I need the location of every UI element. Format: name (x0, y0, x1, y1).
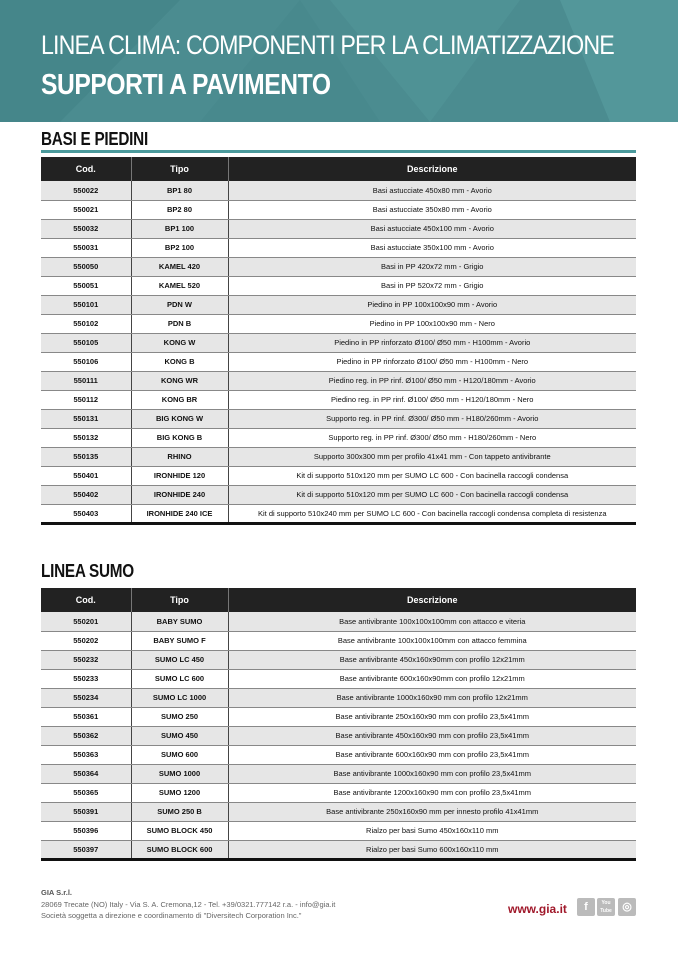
table-row (41, 802, 636, 821)
code-cell: 550051 (41, 276, 131, 295)
section-title-basi: BASI E PIEDINI (41, 129, 148, 149)
code-cell: 550101 (41, 295, 131, 314)
code-cell: 550111 (41, 371, 131, 390)
code-cell: 550401 (41, 466, 131, 485)
footer-note: Società soggetta a direzione e coordinamento di "Diversitech Corporation Inc." (41, 911, 302, 920)
description-cell: Base antivibrante 100x100x100mm con attacco femmina (228, 631, 636, 650)
column-header: Cod. (41, 157, 131, 181)
facebook-icon[interactable]: f (577, 898, 595, 916)
header-banner (0, 0, 678, 122)
table-linea-sumo (41, 588, 636, 861)
type-cell: SUMO 600 (131, 745, 228, 764)
section-divider (41, 150, 636, 153)
description-cell: Rialzo per basi Sumo 450x160x110 mm (228, 821, 636, 840)
code-cell: 550396 (41, 821, 131, 840)
table-row (41, 631, 636, 650)
type-cell: BP1 100 (131, 219, 228, 238)
type-cell: SUMO 1200 (131, 783, 228, 802)
table-row (41, 314, 636, 333)
type-cell: SUMO 450 (131, 726, 228, 745)
youtube-icon[interactable]: You Tube (597, 898, 615, 916)
type-cell: SUMO LC 1000 (131, 688, 228, 707)
code-cell: 550105 (41, 333, 131, 352)
description-cell: Basi astucciate 350x80 mm - Avorio (228, 200, 636, 219)
table-row (41, 612, 636, 631)
description-cell: Piedino in PP 100x100x90 mm - Nero (228, 314, 636, 333)
table-row (41, 238, 636, 257)
code-cell: 550131 (41, 409, 131, 428)
description-cell: Base antivibrante 100x100x100mm con attacco e viteria (228, 612, 636, 631)
type-cell: BP2 80 (131, 200, 228, 219)
code-cell: 550050 (41, 257, 131, 276)
section-title-sumo: LINEA SUMO (41, 561, 134, 581)
table-row (41, 409, 636, 428)
type-cell: BP1 80 (131, 181, 228, 200)
type-cell: BP2 100 (131, 238, 228, 257)
table-row (41, 840, 636, 859)
table-row (41, 783, 636, 802)
code-cell: 550232 (41, 650, 131, 669)
footer-company: GIA S.r.l. (41, 888, 72, 897)
type-cell: PDN W (131, 295, 228, 314)
table-row (41, 276, 636, 295)
type-cell: BIG KONG B (131, 428, 228, 447)
table-row (41, 726, 636, 745)
description-cell: Base antivibrante 600x160x90 mm con profilo 23,5x41mm (228, 745, 636, 764)
description-cell: Base antivibrante 450x160x90mm con profilo 12x21mm (228, 650, 636, 669)
table-header (41, 157, 636, 181)
website-link[interactable]: www.gia.it (508, 902, 567, 916)
code-cell: 550022 (41, 181, 131, 200)
type-cell: SUMO 1000 (131, 764, 228, 783)
description-cell: Piedino in PP rinforzato Ø100/ Ø50 mm - H100mm - Avorio (228, 333, 636, 352)
column-header: Descrizione (228, 588, 636, 612)
description-cell: Rialzo per basi Sumo 600x160x110 mm (228, 840, 636, 859)
type-cell: KONG BR (131, 390, 228, 409)
type-cell: RHINO (131, 447, 228, 466)
table-row (41, 371, 636, 390)
type-cell: KONG WR (131, 371, 228, 390)
description-cell: Base antivibrante 250x160x90 mm per innesto profilo 41x41mm (228, 802, 636, 821)
table-row (41, 295, 636, 314)
description-cell: Piedino in PP rinforzato Ø100/ Ø50 mm - H100mm - Nero (228, 352, 636, 371)
table-row (41, 181, 636, 200)
description-cell: Piedino in PP 100x100x90 mm - Avorio (228, 295, 636, 314)
description-cell: Basi astucciate 450x80 mm - Avorio (228, 181, 636, 200)
page-title: LINEA CLIMA: COMPONENTI PER LA CLIMATIZZAZIONE (41, 30, 614, 60)
description-cell: Basi in PP 520x72 mm - Grigio (228, 276, 636, 295)
table-header (41, 588, 636, 612)
description-cell: Base antivibrante 250x160x90 mm con profilo 23,5x41mm (228, 707, 636, 726)
type-cell: SUMO BLOCK 600 (131, 840, 228, 859)
code-cell: 550201 (41, 612, 131, 631)
table-row (41, 650, 636, 669)
table-row (41, 333, 636, 352)
table-row (41, 447, 636, 466)
column-header: Cod. (41, 588, 131, 612)
type-cell: PDN B (131, 314, 228, 333)
table-row (41, 821, 636, 840)
description-cell: Base antivibrante 600x160x90mm con profilo 12x21mm (228, 669, 636, 688)
table-row (41, 485, 636, 504)
code-cell: 550102 (41, 314, 131, 333)
table-row (41, 219, 636, 238)
description-cell: Supporto reg. in PP rinf. Ø300/ Ø50 mm - H180/260mm - Avorio (228, 409, 636, 428)
header-pattern (0, 0, 678, 122)
code-cell: 550112 (41, 390, 131, 409)
column-header: Descrizione (228, 157, 636, 181)
type-cell: IRONHIDE 240 (131, 485, 228, 504)
table-row (41, 466, 636, 485)
table-row (41, 257, 636, 276)
code-cell: 550397 (41, 840, 131, 859)
footer-address: 28069 Trecate (NO) Italy - Via S. A. Cremona,12 - Tel. +39/0321.777142 r.a. - info@gia.it (41, 900, 336, 909)
instagram-icon[interactable]: ◎ (618, 898, 636, 916)
type-cell: SUMO BLOCK 450 (131, 821, 228, 840)
table-row (41, 764, 636, 783)
code-cell: 550031 (41, 238, 131, 257)
table-row (41, 504, 636, 523)
description-cell: Kit di supporto 510x120 mm per SUMO LC 600 - Con bacinella raccogli condensa (228, 485, 636, 504)
type-cell: IRONHIDE 240 ICE (131, 504, 228, 523)
code-cell: 550391 (41, 802, 131, 821)
table-row (41, 669, 636, 688)
page-subtitle: SUPPORTI A PAVIMENTO (41, 69, 331, 101)
table-row (41, 688, 636, 707)
table-row (41, 745, 636, 764)
description-cell: Supporto 300x300 mm per profilo 41x41 mm - Con tappeto antivibrante (228, 447, 636, 466)
type-cell: BIG KONG W (131, 409, 228, 428)
description-cell: Piedino reg. in PP rinf. Ø100/ Ø50 mm - H120/180mm - Nero (228, 390, 636, 409)
description-cell: Supporto reg. in PP rinf. Ø300/ Ø50 mm - H180/260mm - Nero (228, 428, 636, 447)
description-cell: Base antivibrante 1000x160x90 mm con profilo 12x21mm (228, 688, 636, 707)
description-cell: Basi in PP 420x72 mm - Grigio (228, 257, 636, 276)
type-cell: SUMO LC 600 (131, 669, 228, 688)
type-cell: KAMEL 420 (131, 257, 228, 276)
column-header: Tipo (131, 157, 228, 181)
type-cell: SUMO LC 450 (131, 650, 228, 669)
code-cell: 550132 (41, 428, 131, 447)
type-cell: SUMO 250 B (131, 802, 228, 821)
description-cell: Base antivibrante 1000x160x90 mm con profilo 23,5x41mm (228, 764, 636, 783)
type-cell: KAMEL 520 (131, 276, 228, 295)
type-cell: BABY SUMO F (131, 631, 228, 650)
code-cell: 550032 (41, 219, 131, 238)
code-cell: 550365 (41, 783, 131, 802)
code-cell: 550364 (41, 764, 131, 783)
table-row (41, 200, 636, 219)
table-row (41, 352, 636, 371)
code-cell: 550202 (41, 631, 131, 650)
code-cell: 550402 (41, 485, 131, 504)
table-row (41, 428, 636, 447)
table-row (41, 390, 636, 409)
type-cell: IRONHIDE 120 (131, 466, 228, 485)
description-cell: Kit di supporto 510x120 mm per SUMO LC 600 - Con bacinella raccogli condensa (228, 466, 636, 485)
type-cell: SUMO 250 (131, 707, 228, 726)
code-cell: 550233 (41, 669, 131, 688)
description-cell: Basi astucciate 450x100 mm - Avorio (228, 219, 636, 238)
description-cell: Piedino reg. in PP rinf. Ø100/ Ø50 mm - H120/180mm - Avorio (228, 371, 636, 390)
description-cell: Base antivibrante 1200x160x90 mm con profilo 23,5x41mm (228, 783, 636, 802)
code-cell: 550106 (41, 352, 131, 371)
code-cell: 550234 (41, 688, 131, 707)
code-cell: 550363 (41, 745, 131, 764)
code-cell: 550361 (41, 707, 131, 726)
table-basi-piedini (41, 157, 636, 525)
description-cell: Basi astucciate 350x100 mm - Avorio (228, 238, 636, 257)
code-cell: 550403 (41, 504, 131, 523)
column-header: Tipo (131, 588, 228, 612)
type-cell: BABY SUMO (131, 612, 228, 631)
code-cell: 550021 (41, 200, 131, 219)
code-cell: 550362 (41, 726, 131, 745)
type-cell: KONG W (131, 333, 228, 352)
description-cell: Base antivibrante 450x160x90 mm con profilo 23,5x41mm (228, 726, 636, 745)
table-row (41, 707, 636, 726)
type-cell: KONG B (131, 352, 228, 371)
code-cell: 550135 (41, 447, 131, 466)
description-cell: Kit di supporto 510x240 mm per SUMO LC 600 - Con bacinella raccogli condensa completa di resistenza (228, 504, 636, 523)
